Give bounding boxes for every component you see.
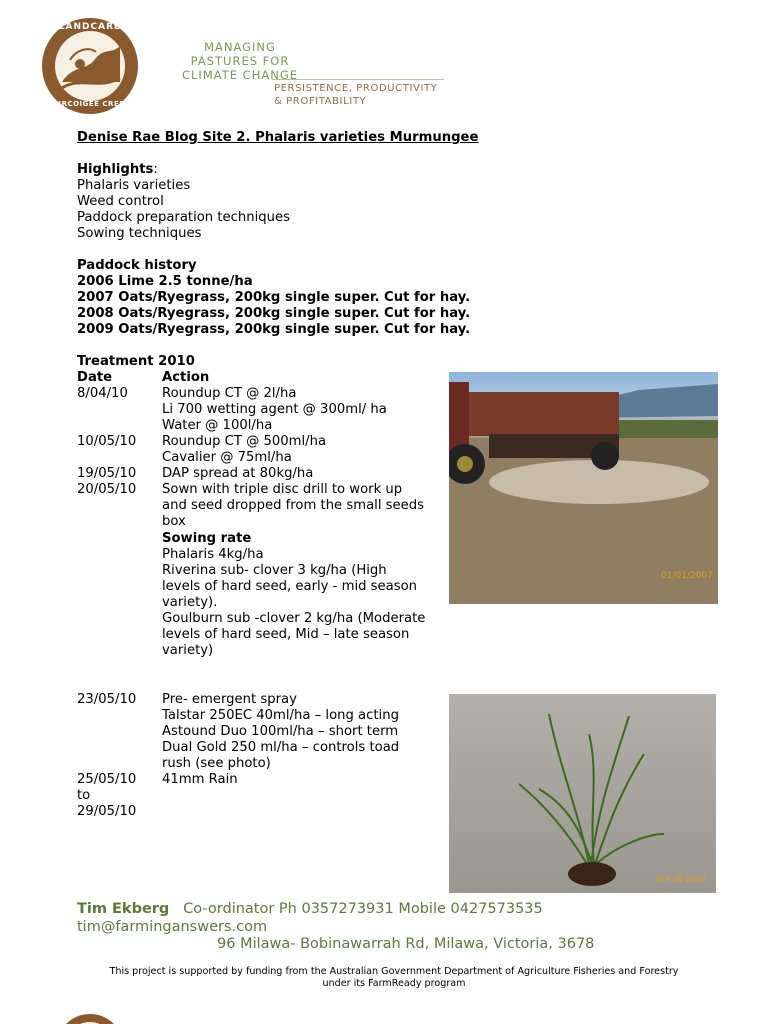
treatment-date: 25/05/10 to 29/05/10 <box>77 772 137 819</box>
footer-contact-line <box>77 901 543 917</box>
header-subtitle-line: & PROFITABILITY <box>274 96 367 107</box>
treatment-date: 10/05/10 <box>77 434 137 449</box>
treatment-action: Pre- emergent spray Talstar 250EC 40ml/ha – long acting Astound Duo 100ml/ha – short term Dual Gold 250 ml/ha – controls toad rush (see photo) <box>162 692 400 771</box>
treatment-action: DAP spread at 80kg/ha <box>162 466 314 481</box>
header-title-line: PASTURES FOR <box>190 54 290 68</box>
coordinator-email[interactable]: tim@farminganswers.com <box>77 919 268 935</box>
funding-line: under its FarmReady program <box>322 978 466 989</box>
highlight-item: Paddock preparation techniques <box>77 210 290 225</box>
header-subtitle-line: PERSISTENCE, PRODUCTIVITY <box>274 83 438 94</box>
highlights-heading: Highlights <box>77 162 154 177</box>
document-title: Denise Rae Blog Site 2. Phalaris varieties Murmungee <box>77 130 479 145</box>
treatment-action: Sown with triple disc drill to work up and seed dropped from the small seeds box <box>162 482 425 529</box>
highlight-item: Phalaris varieties <box>77 178 191 193</box>
landcare-logo <box>40 16 140 116</box>
sowing-rate-details: Phalaris 4kg/ha Riverina sub- clover 3 kg/ha (High levels of hard seed, early - mid season variety). Goulburn sub -clover 2 kg/ha (Moderate levels of hard seed, Mid – late season variety) <box>162 547 426 658</box>
header-title-line: MANAGING <box>204 40 276 54</box>
logo-text-top: LANDCARE <box>58 22 122 32</box>
treatment-heading: Treatment 2010 <box>77 354 195 369</box>
treatment-action: Roundup CT @ 2l/ha Li 700 wetting agent @ 300ml/ ha Water @ 100l/ha <box>162 386 387 433</box>
photo-date-stamp: 01/01/2007 <box>661 571 713 581</box>
photo-date-stamp: SEP 26 2010 <box>655 875 706 884</box>
seed-drill-photo <box>449 372 718 604</box>
column-header-date: Date <box>77 370 113 385</box>
funding-statement <box>60 966 728 990</box>
toad-rush-photo <box>449 694 716 893</box>
next-page-logo <box>54 1012 126 1024</box>
highlight-item: Weed control <box>77 194 164 209</box>
history-item: 2009 Oats/Ryegrass, 200kg single super. Cut for hay. <box>77 322 471 337</box>
history-item: 2006 Lime 2.5 tonne/ha <box>77 274 253 289</box>
coordinator-contact: Co-ordinator Ph 0357273931 Mobile 0427573535 <box>183 901 543 917</box>
coordinator-name: Tim Ekberg <box>77 901 170 917</box>
treatment-action: Roundup CT @ 500ml/ha Cavalier @ 75ml/ha <box>162 434 327 465</box>
paddock-history-section <box>77 258 470 338</box>
column-header-action: Action <box>162 370 210 385</box>
treatment-date: 23/05/10 <box>77 692 137 707</box>
header-title-line: CLIMATE CHANGE <box>182 68 298 82</box>
treatment-date: 8/04/10 <box>77 386 128 401</box>
highlight-item: Sowing techniques <box>77 226 202 241</box>
highlights-colon: : <box>153 162 158 177</box>
sowing-rate-heading: Sowing rate <box>162 531 252 546</box>
header-title <box>150 40 330 82</box>
header-divider <box>272 79 444 80</box>
history-item: 2008 Oats/Ryegrass, 200kg single super. Cut for hay. <box>77 306 471 321</box>
funding-line: This project is supported by funding from the Australian Government Department of Agriculture Fisheries and Forestry <box>109 966 679 977</box>
treatment-date: 20/05/10 <box>77 482 137 497</box>
highlights-section <box>77 162 290 242</box>
treatment-action: 41mm Rain <box>162 772 238 787</box>
paddock-history-heading: Paddock history <box>77 258 197 273</box>
coordinator-address: 96 Milawa- Bobinawarrah Rd, Milawa, Victoria, 3678 <box>217 936 595 952</box>
header-subtitle <box>274 82 437 108</box>
logo-text-bottom: BURCOIGEE CREEK <box>49 100 131 108</box>
treatment-date: 19/05/10 <box>77 466 137 481</box>
history-item: 2007 Oats/Ryegrass, 200kg single super. Cut for hay. <box>77 290 471 305</box>
